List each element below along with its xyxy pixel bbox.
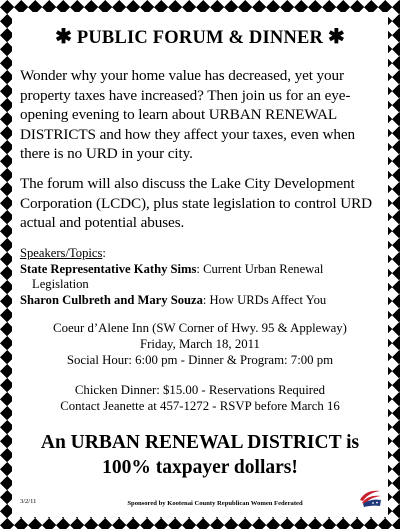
dinner-contact: Contact Jeanette at 457-1272 - RSVP before March 16	[60, 399, 340, 413]
event-times: Social Hour: 6:00 pm - Dinner & Program: 7:00 pm	[66, 353, 334, 367]
forum-paragraph: The forum will also discuss the Lake City Development Corporation (LCDC), plus state legislation to control URD actual and potential abuses.	[20, 175, 373, 232]
speaker-name: Sharon Culbreth and Mary Souza	[20, 292, 203, 307]
title-text: PUBLIC FORUM & DINNER	[76, 28, 324, 48]
logo-star	[372, 502, 374, 504]
event-date: Friday, March 18, 2011	[140, 337, 260, 351]
speaker-item	[20, 293, 390, 309]
event-venue: Coeur d’Alene Inn (SW Corner of Hwy. 95 & Appleway)	[53, 321, 347, 335]
dinner-price: Chicken Dinner: $15.00 - Reservations Required	[74, 383, 326, 397]
slogan-line-1: An URBAN RENEWAL DISTRICT is	[40, 432, 360, 453]
speakers-heading: Speakers/Topics	[20, 246, 103, 260]
footer-date: 3/2/11	[20, 498, 37, 505]
logo-star	[376, 502, 378, 504]
speakers-heading-colon: :	[102, 246, 106, 260]
event-details	[0, 320, 400, 368]
page-title	[0, 24, 400, 49]
speaker-topic: : How URDs Affect You	[202, 292, 327, 307]
speakers-section	[20, 246, 390, 308]
speakers-heading-line	[20, 246, 390, 262]
speaker-item	[20, 262, 390, 278]
speaker-name: State Representative Kathy Sims	[20, 261, 197, 276]
intro-paragraph: Wonder why your home value has decreased, yet your property taxes have increased? Then join us for an eye-opening evening to learn about URBAN RENEWAL DISTRICTS and how they affect your taxes, even when there is no URD in your city.	[20, 67, 355, 163]
elephant-flag-icon	[358, 488, 382, 508]
dinner-details	[0, 382, 400, 414]
slogan-line-2: 100% taxpayer dollars!	[102, 457, 298, 478]
slogan	[0, 430, 400, 480]
footer-sponsor: Sponsored by Kootenai County Republican Women Federated	[127, 500, 303, 507]
speaker-topic-continued: Legislation	[32, 277, 89, 292]
star-left-icon: ✱	[55, 26, 73, 48]
speaker-topic: : Current Urban Renewal	[196, 261, 324, 276]
star-right-icon: ✱	[327, 26, 345, 48]
